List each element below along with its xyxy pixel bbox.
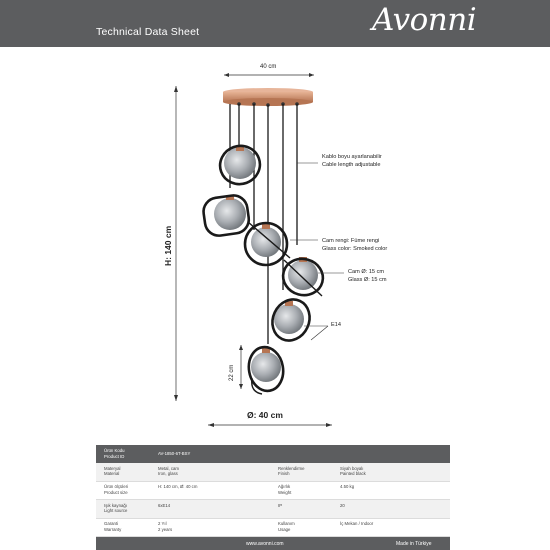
value-b: Painted black	[340, 471, 366, 476]
row-value-left	[158, 521, 172, 532]
label-tr: Renklendirme	[278, 465, 305, 471]
row-value-right	[340, 503, 345, 509]
value-a: 4.50 kg	[340, 484, 355, 489]
label-tr: Ürün ölçüleri	[104, 484, 129, 489]
table-row	[96, 482, 450, 501]
globe-height-label: 22 cm	[229, 364, 235, 381]
value-b: Iron, glass	[158, 471, 178, 476]
row-label-left	[104, 503, 127, 514]
lamp-4	[279, 254, 327, 299]
label-tr: Garanti	[104, 521, 119, 526]
header-bar	[0, 0, 550, 47]
label-en: Finish	[278, 471, 290, 476]
value-a: H: 140 cm, Ø: 40 cm	[158, 484, 198, 489]
canopy-width-label: 40 cm	[260, 64, 277, 70]
globe-height-dimension	[239, 345, 243, 389]
cable-note-en: Cable length adjustable	[322, 162, 381, 169]
row-label-right	[278, 521, 295, 532]
label-en: Light source	[104, 508, 128, 513]
value-a: Metal, cam	[158, 465, 180, 471]
glass-color-tr: Cam rengi: Füme rengi	[322, 238, 380, 244]
product-id-value: AV-1850-6T-BSY	[158, 451, 191, 456]
value-b: 2 years	[158, 526, 173, 532]
label-tr: Kullanım	[278, 521, 295, 526]
glass-size-en: Glass Ø: 15 cm	[348, 277, 387, 284]
value-a: 2 Yıl	[158, 521, 167, 526]
label-en: Material	[104, 471, 120, 476]
table-row	[96, 463, 450, 482]
row-label-left	[104, 521, 121, 532]
spec-table-header	[96, 445, 450, 463]
label-tr: IP	[278, 502, 283, 508]
row-value-left	[158, 484, 197, 490]
label-en: Usage	[278, 526, 291, 532]
row-label-right	[278, 484, 291, 495]
height-dimension	[174, 86, 178, 401]
label-en: Weight	[278, 489, 292, 495]
value-a: Siyah boyalı	[340, 465, 364, 471]
glass-size-tr: Cam Ø: 15 cm	[348, 269, 385, 275]
product-drawing	[0, 47, 550, 437]
sheet-title: Technical Data Sheet	[96, 26, 200, 38]
lamp-2	[202, 194, 251, 238]
product-id-label-tr: Ürün Kodu	[104, 448, 125, 453]
cable-note-tr: Kablo boyu ayarlanabilir	[322, 154, 382, 160]
cable-note	[322, 153, 382, 170]
width-dimension	[224, 73, 314, 77]
label-tr: Materyal	[104, 465, 121, 471]
footer-bar	[96, 537, 450, 550]
table-row	[96, 519, 450, 538]
bulb-note: E14	[331, 322, 341, 328]
diameter-label: Ø: 40 cm	[247, 410, 283, 420]
row-value-right	[340, 521, 373, 527]
value-a: İç Mekan / Indoor	[340, 521, 374, 526]
glass-color-note	[322, 237, 387, 254]
label-tr: Ağırlık	[278, 484, 291, 489]
row-label-left	[104, 466, 120, 477]
row-value-left	[158, 503, 170, 509]
product-id-label-en: Product ID	[104, 453, 125, 459]
footer-website[interactable]: www.avonni.com	[246, 541, 284, 547]
glass-color-en: Glass color: Smoked color	[322, 246, 388, 253]
row-label-left	[104, 484, 128, 495]
row-label-right	[278, 503, 282, 509]
table-row	[96, 500, 450, 519]
product-id-label	[104, 448, 125, 459]
row-label-right	[278, 466, 305, 477]
glass-size-note	[348, 268, 387, 285]
height-label: H: 140 cm	[163, 225, 173, 266]
lamp-5	[266, 293, 316, 346]
value-a: 20	[340, 502, 345, 508]
brand-logo: Avonni	[372, 2, 477, 38]
label-en: Warranty	[104, 526, 122, 532]
footer-origin: Made in Türkiye	[396, 541, 432, 547]
lamp-6	[245, 344, 286, 394]
row-value-left	[158, 466, 179, 477]
row-value-right	[340, 484, 354, 490]
diameter-dimension	[208, 423, 332, 427]
row-value-right	[340, 466, 366, 477]
ceiling-canopy	[223, 88, 313, 107]
spec-table	[96, 445, 450, 537]
label-tr: Işık kaynağı	[104, 502, 127, 508]
label-en: Product size	[104, 489, 128, 495]
lamp-1	[215, 140, 266, 189]
value-a: 6xE14	[158, 502, 171, 508]
